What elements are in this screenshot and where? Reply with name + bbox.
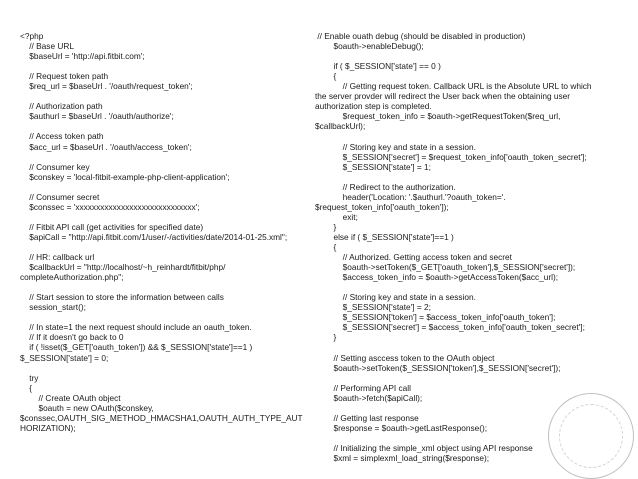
code-line: // HR: callback url bbox=[20, 252, 95, 263]
code-line: // Start session to store the information between calls bbox=[20, 292, 224, 303]
code-line: $request_token_info['oauth_token']); bbox=[315, 201, 449, 212]
code-line bbox=[315, 342, 622, 352]
code-line: // Authorization path bbox=[20, 101, 103, 112]
code-line bbox=[315, 172, 622, 182]
code-line: $access_token_info = $oauth->getAccessToken($acc_url); bbox=[315, 272, 559, 283]
code-line: // If it doesn't go back to 0 bbox=[20, 332, 124, 343]
code-line: $_SESSION['state'] = 0; bbox=[20, 352, 109, 363]
code-line bbox=[20, 212, 326, 222]
code-line: // Access token path bbox=[20, 131, 104, 142]
code-line: if ( !isset($_GET['oauth_token']) && $_SESSION['state']==1 ) bbox=[20, 342, 253, 353]
code-line: $acc_url = $baseUrl . '/oauth/access_token'; bbox=[20, 141, 192, 152]
academy-seal bbox=[548, 393, 634, 479]
code-line: // Storing key and state in a session. bbox=[315, 141, 476, 152]
code-line: completeAuthorization.php"; bbox=[20, 272, 124, 283]
code-line: else if ( $_SESSION['state']==1 ) bbox=[315, 231, 454, 242]
code-line: // Fitbit API call (get activities for specified date) bbox=[20, 221, 204, 232]
code-line: $request_token_info = $oauth->getRequestToken($req_url, bbox=[315, 111, 561, 122]
code-line bbox=[315, 373, 622, 383]
code-column-left bbox=[20, 31, 326, 433]
code-line: } bbox=[315, 332, 337, 343]
code-line: // Consumer key bbox=[20, 161, 90, 172]
code-line: { bbox=[315, 241, 337, 252]
code-line: session_start(); bbox=[20, 302, 86, 313]
code-line bbox=[20, 121, 326, 131]
code-line: $oauth = new OAuth($conskey, bbox=[20, 402, 154, 413]
code-line: // Redirect to the authorization. bbox=[315, 181, 456, 192]
code-line: $oauth->setToken($_SESSION['token'],$_SESSION['secret']); bbox=[315, 362, 561, 373]
code-line bbox=[20, 61, 326, 71]
code-line: // Initializing the simple_xml object using API response bbox=[315, 442, 533, 453]
code-line bbox=[20, 363, 326, 373]
code-line: // Base URL bbox=[20, 41, 74, 52]
code-line: $apiCall = "http://api.fitbit.com/1/user/-/activities/date/2014-01-25.xml"; bbox=[20, 231, 288, 242]
code-line: $baseUrl = 'http://api.fitbit.com'; bbox=[20, 51, 145, 62]
code-line: try bbox=[20, 372, 39, 383]
code-line: $callbackUrl = "http://localhost/~h_reinhardt/fitbit/php/ bbox=[20, 262, 226, 273]
code-line: $authurl = $baseUrl . '/oauth/authorize'; bbox=[20, 111, 174, 122]
code-line: $conssec,OAUTH_SIG_METHOD_HMACSHA1,OAUTH_AUTH_TYPE_AUT bbox=[20, 412, 303, 423]
code-line bbox=[20, 242, 326, 252]
code-line: // Consumer secret bbox=[20, 191, 100, 202]
code-line: <?php bbox=[20, 31, 44, 41]
code-line: // Create OAuth object bbox=[20, 392, 121, 403]
code-line bbox=[20, 282, 326, 292]
code-line bbox=[20, 312, 326, 322]
code-line: $oauth->fetch($apiCall); bbox=[315, 392, 423, 403]
code-line: $conskey = 'local-fitbit-example-php-client-application'; bbox=[20, 171, 230, 182]
code-line bbox=[20, 91, 326, 101]
code-line: $_SESSION['state'] = 2; bbox=[315, 302, 431, 313]
code-line: $oauth->setToken($_GET['oauth_token'],$_SESSION['secret']); bbox=[315, 262, 576, 273]
code-line: } bbox=[315, 221, 337, 232]
code-line: { bbox=[315, 71, 337, 82]
seal-ring bbox=[559, 404, 623, 468]
code-line: $_SESSION['secret'] = $request_token_info['oauth_token_secret']; bbox=[315, 151, 587, 162]
code-line: // Authorized. Getting access token and secret bbox=[315, 252, 512, 263]
code-line: authorization step is completed. bbox=[315, 101, 432, 112]
code-line: // Storing key and state in a session. bbox=[315, 292, 476, 303]
code-line: the server provder will redirect the User back when the obtaining user bbox=[315, 91, 571, 102]
code-line: exit; bbox=[315, 211, 358, 222]
code-line: $_SESSION['secret'] = $access_token_info['oauth_token_secret']; bbox=[315, 322, 585, 333]
code-line: $conssec = 'xxxxxxxxxxxxxxxxxxxxxxxxxxxxx'; bbox=[20, 201, 200, 212]
code-line bbox=[315, 51, 622, 61]
code-line bbox=[315, 282, 622, 292]
code-line: // In state=1 the next request should include an oauth_token. bbox=[20, 322, 252, 333]
code-line bbox=[315, 131, 622, 141]
code-line: // Performing API call bbox=[315, 382, 411, 393]
code-line: $oauth->enableDebug(); bbox=[315, 41, 424, 52]
code-line: // Getting last response bbox=[315, 412, 419, 423]
code-line: // Getting request token. Callback URL is the Absolute URL to which bbox=[315, 81, 592, 92]
code-line: // Setting asccess token to the OAuth object bbox=[315, 352, 495, 363]
code-line: if ( $_SESSION['state'] == 0 ) bbox=[315, 61, 441, 72]
code-line: $_SESSION['state'] = 1; bbox=[315, 161, 431, 172]
code-line: $_SESSION['token'] = $access_token_info['oauth_token']; bbox=[315, 312, 556, 323]
code-line: header('Location: '.$authurl.'?oauth_token='. bbox=[315, 191, 506, 202]
code-line bbox=[20, 182, 326, 192]
code-line: $response = $oauth->getLastResponse(); bbox=[315, 422, 488, 433]
code-line: $req_url = $baseUrl . '/oauth/request_token'; bbox=[20, 81, 193, 92]
code-line: // Request token path bbox=[20, 71, 109, 82]
code-line: { bbox=[20, 382, 33, 393]
code-line: HORIZATION); bbox=[20, 422, 76, 433]
code-line: $xml = simplexml_load_string($response); bbox=[315, 452, 490, 463]
code-line: // Enable ouath debug (should be disabled in production) bbox=[315, 31, 526, 41]
code-line: $callbackUrl); bbox=[315, 121, 366, 132]
code-line bbox=[20, 152, 326, 162]
